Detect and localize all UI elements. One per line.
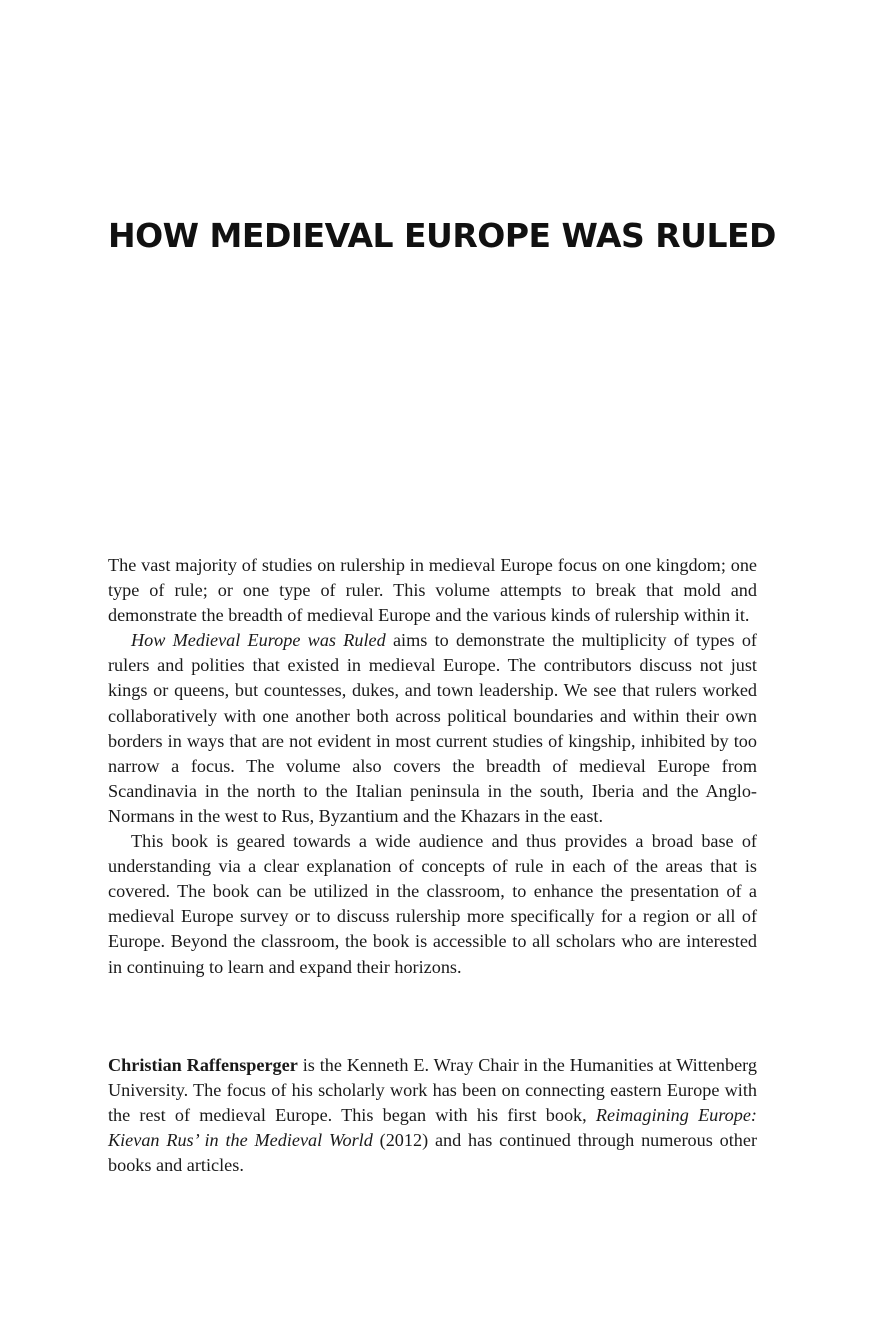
- author-name: Christian Raffensperger: [108, 1055, 298, 1075]
- description-paragraph-2-text: aims to demonstrate the multiplicity of types of rulers and polities that existed in medieval Europe. The contributors discuss not just kings or queens, but countesses, dukes, and town leadership. We see that rulers worked collaboratively with one another both across political boundaries and within their own borders in ways that are not evident in most current studies of kingship, inhibited by too narrow a focus. The volume also covers the breadth of medieval Europe from Scandinavia in the north to the Italian peninsula in the south, Iberia and the Anglo-Normans in the west to Rus, Byzantium and the Khazars in the east.: [108, 630, 757, 826]
- author-bio: [108, 1053, 757, 1178]
- description-paragraph-1: The vast majority of studies on rulership in medieval Europe focus on one kingdom; one type of rule; or one type of ruler. This volume attempts to break that mold and demonstrate the breadth of medieval Europe and the various kinds of rulership within it.: [108, 555, 757, 626]
- description-paragraph-2: [108, 628, 757, 829]
- description-paragraph-3: This book is geared towards a wide audience and thus provides a broad base of understanding via a clear explanation of concepts of rule in each of the areas that is covered. The book can be utilized in the classroom, to enhance the presentation of a medieval Europe survey or to discuss rulership more specifically for a region or all of Europe. Beyond the classroom, the book is accessible to all scholars who are interested in continuing to learn and expand their horizons.: [108, 831, 757, 977]
- author-book-title: Reimagining Europe: Kievan Rus’ in the Medieval World: [108, 1105, 757, 1151]
- book-description: [108, 553, 757, 980]
- author-bio-text-2: (2012) and has continued through numerous other books and articles.: [108, 1130, 757, 1176]
- author-bio-text-1: is the Kenneth E. Wray Chair in the Humanities at Wittenberg University. The focus of his scholarly work has been on connecting eastern Europe with the rest of medieval Europe. This began with his first book,: [108, 1055, 757, 1126]
- book-title-italic: How Medieval Europe was Ruled: [131, 630, 386, 651]
- page-title: HOW MEDIEVAL EUROPE WAS RULED: [108, 216, 776, 255]
